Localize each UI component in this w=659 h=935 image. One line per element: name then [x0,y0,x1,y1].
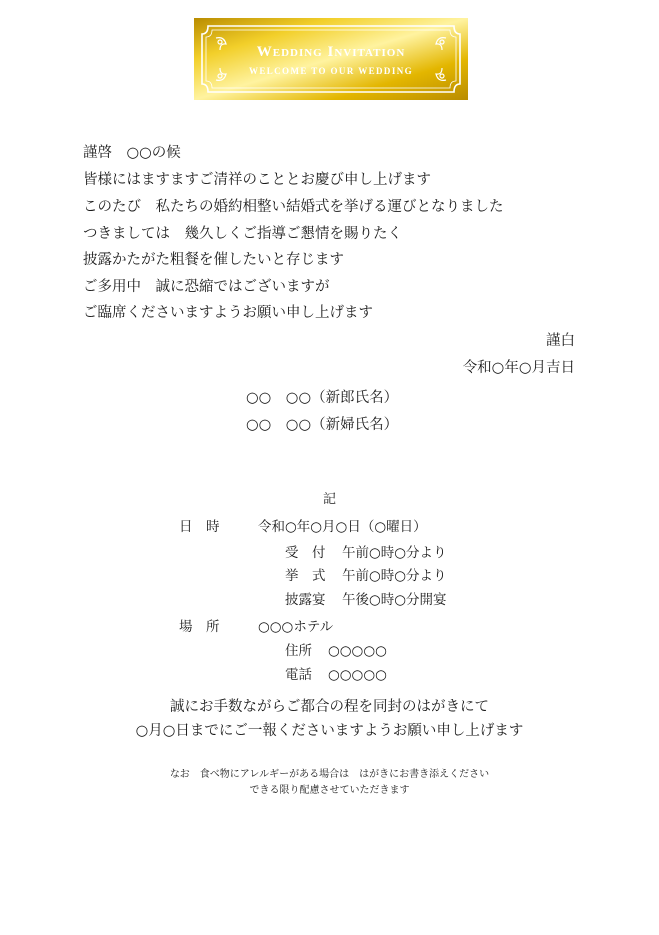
letter-line: つきましては 幾久しくご指導ご懇情を賜りたく [83,226,402,242]
schedule-label: 披露宴 [285,592,326,608]
schedule-value: 午後○時○分開宴 [342,592,447,608]
venue-label: 場 所 [179,619,220,635]
phone-label: 電話 [285,667,312,683]
allergy-note: できる限り配慮させていただきます [249,785,410,796]
letter-line: ご多用中 誠に恐縮ではございますが [83,279,330,295]
closing-word: 謹白 [546,333,575,349]
rsvp-line: 誠にお手数ながらご都合の程を同封のはがきにて [170,699,489,715]
schedule-value: 午前○時○分より [342,568,447,584]
datetime-value: 令和○年○月○日（○曜日） [258,519,427,535]
groom-name: ○○ ○○（新郎氏名） [246,390,399,406]
wedding-invitation-banner [194,18,468,100]
schedule-label: 挙 式 [285,568,326,584]
letter-line: ご臨席くださいますようお願い申し上げます [83,305,373,321]
letter-line: このたび 私たちの婚約相整い結婚式を挙げる運びとなりました [83,199,504,215]
details-heading: 記 [323,492,337,507]
letter-date: 令和○年○月吉日 [462,360,575,376]
letter-line: 披露かたがた粗餐を催したいと存じます [83,252,344,268]
opening-greeting: 謹啓 ○○の候 [83,145,181,161]
schedule-value: 午前○時○分より [342,545,447,561]
address-value: ○○○○○ [328,643,387,659]
banner-subtitle: WELCOME TO OUR WEDDING [248,66,414,76]
phone-value: ○○○○○ [328,667,387,683]
address-label: 住所 [285,643,312,659]
bride-name: ○○ ○○（新婦氏名） [246,417,399,433]
letter-line: 皆様にはますますご清祥のこととお慶び申し上げます [83,172,431,188]
datetime-label: 日 時 [179,519,220,535]
venue-value: ○○○ホテル [258,619,334,635]
banner-title: Wedding Invitation [256,44,406,60]
schedule-label: 受 付 [285,545,326,561]
allergy-note: なお 食べ物にアレルギーがある場合は はがきにお書き添えください [169,769,490,780]
rsvp-line: ○月○日までにご一報くださいますようお願い申し上げます [135,723,524,739]
